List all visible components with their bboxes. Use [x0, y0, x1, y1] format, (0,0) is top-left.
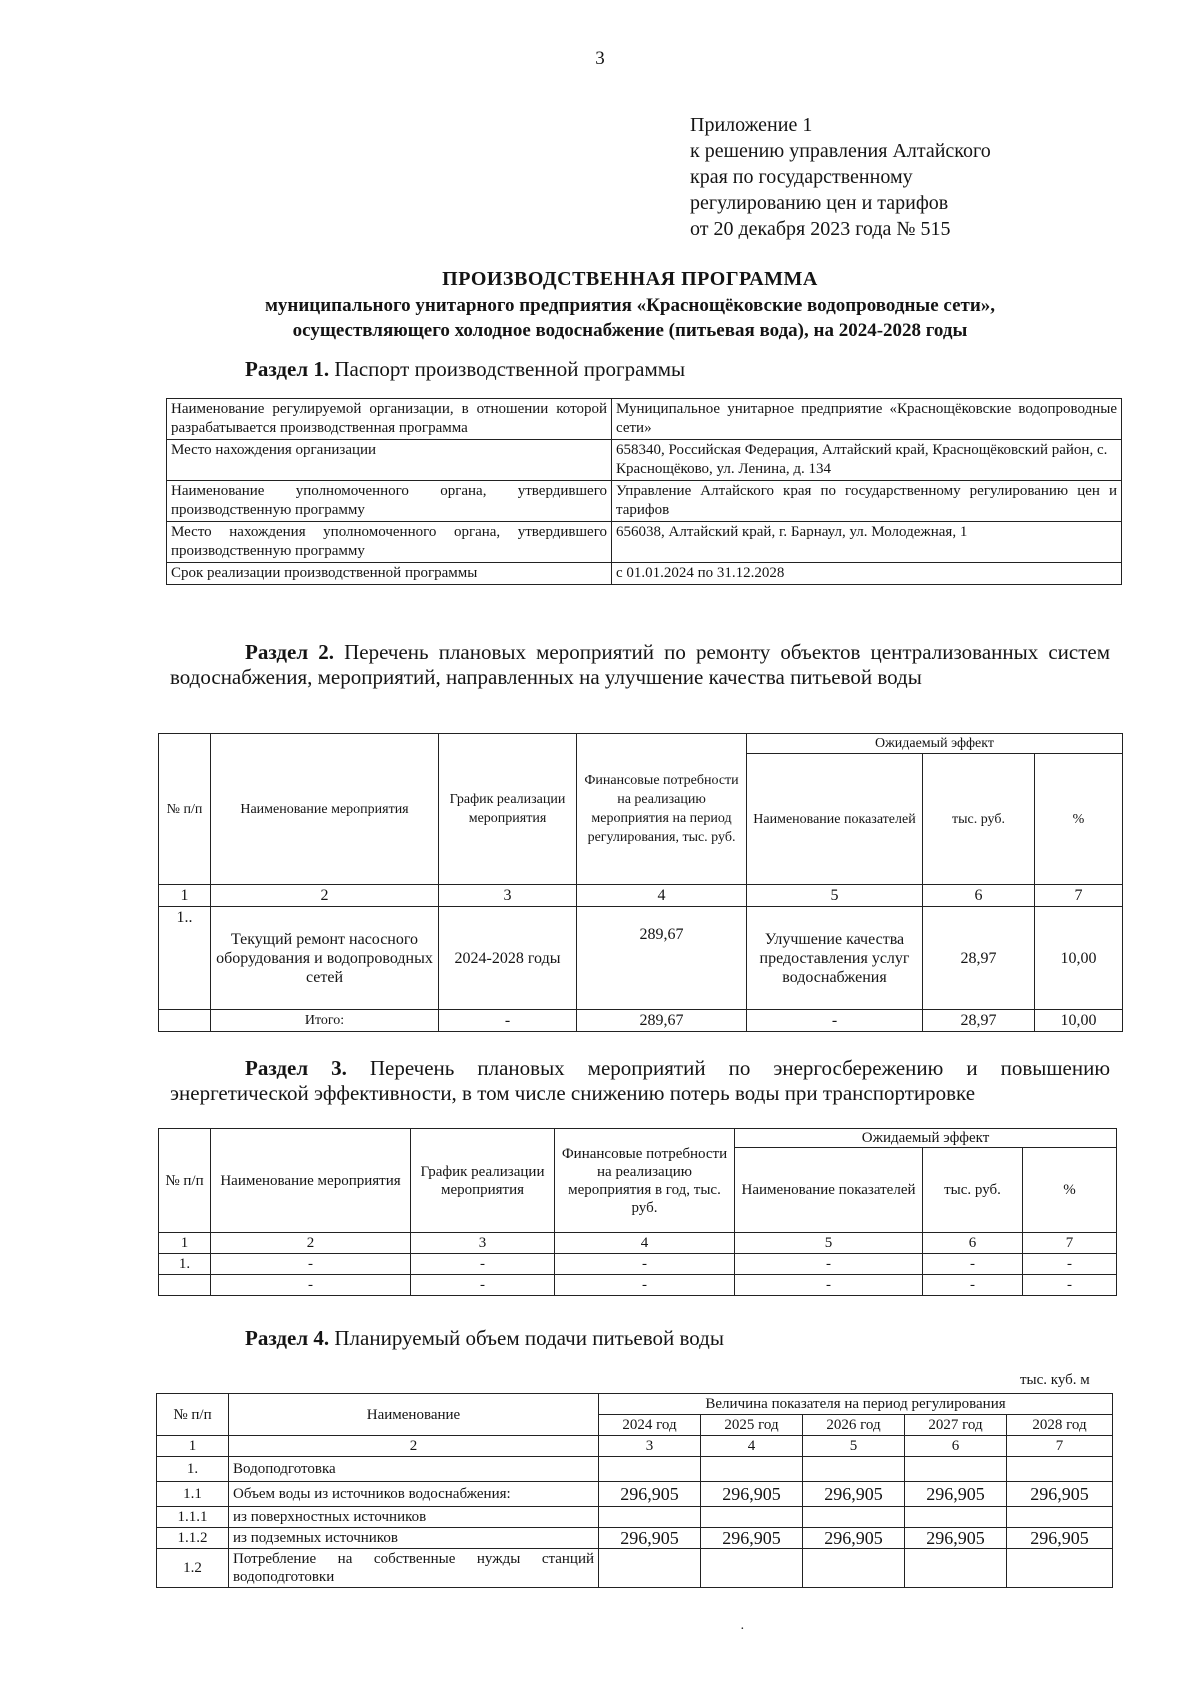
row-value: 296,905 — [701, 1482, 803, 1507]
row-value — [599, 1549, 701, 1588]
row-value — [803, 1549, 905, 1588]
table-header-row — [159, 1129, 1117, 1148]
row-value — [905, 1549, 1007, 1588]
table-cell: - — [211, 1275, 411, 1296]
col-number: 3 — [439, 885, 577, 907]
document-title — [150, 265, 1110, 343]
header-pct: % — [1023, 1148, 1117, 1233]
col-number: 2 — [211, 1233, 411, 1254]
row-value — [1007, 1507, 1113, 1528]
total-num — [159, 1010, 211, 1032]
header-num: № п/п — [159, 734, 211, 885]
table-row — [167, 522, 1122, 563]
table-header-row — [157, 1394, 1113, 1415]
table-cell: - — [1023, 1254, 1117, 1275]
col-number: 2 — [211, 885, 439, 907]
table-cell: - — [555, 1275, 735, 1296]
unit-label: тыс. куб. м — [1020, 1372, 1090, 1388]
row-value — [701, 1457, 803, 1482]
row-value: 296,905 — [701, 1528, 803, 1549]
header-indicator: Наименование показателей — [735, 1148, 923, 1233]
section4-title: Планируемый объем подачи питьевой воды — [334, 1326, 724, 1350]
appendix-line: регулированию цен и тарифов — [690, 192, 949, 214]
header-num: № п/п — [157, 1394, 229, 1436]
column-number-row — [159, 1233, 1117, 1254]
row-value: 296,905 — [599, 1528, 701, 1549]
table-row — [159, 1254, 1117, 1275]
header-effect: Ожидаемый эффект — [735, 1129, 1117, 1148]
col-number: 2 — [229, 1436, 599, 1457]
row-num: 1.. — [159, 907, 211, 1010]
table-cell — [159, 1275, 211, 1296]
title-main: ПРОИЗВОДСТВЕННАЯ ПРОГРАММА — [442, 268, 818, 290]
header-indicator: Наименование показателей — [747, 754, 923, 885]
header-name: Наименование мероприятия — [211, 734, 439, 885]
page-number: 3 — [595, 48, 605, 69]
row-value — [803, 1507, 905, 1528]
row-value — [1007, 1457, 1113, 1482]
table-cell: - — [923, 1275, 1023, 1296]
total-pct: 10,00 — [1035, 1010, 1123, 1032]
total-label: Итого: — [211, 1010, 439, 1032]
table-cell: - — [1023, 1275, 1117, 1296]
table-row — [159, 907, 1123, 1010]
section3-label: Раздел 3. — [245, 1056, 347, 1080]
table-cell: - — [411, 1275, 555, 1296]
col-number: 7 — [1023, 1233, 1117, 1254]
section3-heading — [170, 1056, 1110, 1106]
row-num: 1.1.1 — [157, 1507, 229, 1528]
row-schedule: 2024-2028 годы — [439, 907, 577, 1010]
total-rub: 28,97 — [923, 1010, 1035, 1032]
passport-name: Наименование уполномоченного органа, утвердившего производственную программу — [167, 481, 612, 522]
col-number: 3 — [599, 1436, 701, 1457]
total-schedule: - — [439, 1010, 577, 1032]
passport-name: Наименование регулируемой организации, в отношении которой разрабатывается производственная программа — [167, 399, 612, 440]
passport-name: Место нахождения организации — [167, 440, 612, 481]
table-cell: - — [735, 1254, 923, 1275]
table-row — [157, 1482, 1113, 1507]
row-value: 296,905 — [1007, 1528, 1113, 1549]
passport-value: Муниципальное унитарное предприятие «Краснощёковские водопроводные сети» — [612, 399, 1122, 440]
col-number: 6 — [923, 1233, 1023, 1254]
row-value — [701, 1507, 803, 1528]
column-number-row — [157, 1436, 1113, 1457]
table-cell: - — [211, 1254, 411, 1275]
table-cell: - — [735, 1275, 923, 1296]
table-cell: - — [411, 1254, 555, 1275]
total-row — [159, 1010, 1123, 1032]
col-number: 4 — [701, 1436, 803, 1457]
passport-name: Срок реализации производственной программы — [167, 563, 612, 585]
row-name: Объем воды из источников водоснабжения: — [229, 1482, 599, 1507]
row-pct: 10,00 — [1035, 907, 1123, 1010]
table-header-row — [159, 734, 1123, 754]
section1-title: Паспорт производственной программы — [334, 357, 686, 381]
appendix-block — [690, 112, 991, 242]
section3-table — [158, 1128, 1117, 1296]
row-name: из подземных источников — [229, 1528, 599, 1549]
title-subtitle: осуществляющего холодное водоснабжение (питьевая вода), на 2024-2028 годы — [292, 320, 968, 341]
row-value: 296,905 — [803, 1528, 905, 1549]
header-name: Наименование мероприятия — [211, 1129, 411, 1233]
section1-heading — [245, 357, 685, 382]
table-row — [167, 563, 1122, 585]
table-row — [157, 1507, 1113, 1528]
col-number: 1 — [157, 1436, 229, 1457]
row-value — [599, 1457, 701, 1482]
row-num: 1.1.2 — [157, 1528, 229, 1549]
section4-label: Раздел 4. — [245, 1326, 330, 1350]
row-value — [905, 1507, 1007, 1528]
row-value — [803, 1457, 905, 1482]
row-num: 1.1 — [157, 1482, 229, 1507]
section2-label: Раздел 2. — [245, 640, 334, 664]
row-value — [905, 1457, 1007, 1482]
row-value — [599, 1507, 701, 1528]
row-num: 1.2 — [157, 1549, 229, 1588]
row-value: 296,905 — [803, 1482, 905, 1507]
row-name: Текущий ремонт насосного оборудования и водопроводных сетей — [211, 907, 439, 1010]
row-value: 296,905 — [905, 1482, 1007, 1507]
passport-value: 658340, Российская Федерация, Алтайский край, Краснощёковский район, с. Краснощёково, ул. Ленина, д. 134 — [612, 440, 1122, 481]
header-year: 2027 год — [905, 1415, 1007, 1436]
appendix-line: к решению управления Алтайского — [690, 140, 991, 162]
appendix-line: Приложение 1 — [690, 114, 813, 136]
section2-table — [158, 733, 1123, 1032]
passport-table — [166, 398, 1122, 585]
row-num: 1. — [157, 1457, 229, 1482]
header-num: № п/п — [159, 1129, 211, 1233]
section2-title: Перечень плановых мероприятий по ремонту объектов централизованных систем водоснабжения, мероприятий, направленных на улучшение качества питьевой воды — [170, 640, 1111, 689]
row-value — [701, 1549, 803, 1588]
header-rub: тыс. руб. — [923, 754, 1035, 885]
header-year: 2028 год — [1007, 1415, 1113, 1436]
row-value: 296,905 — [599, 1482, 701, 1507]
header-name: Наименование — [229, 1394, 599, 1436]
table-row — [157, 1549, 1113, 1588]
header-year: 2025 год — [701, 1415, 803, 1436]
header-schedule: График реализации мероприятия — [411, 1129, 555, 1233]
column-number-row — [159, 885, 1123, 907]
passport-value: 656038, Алтайский край, г. Барнаул, ул. Молодежная, 1 — [612, 522, 1122, 563]
col-number: 6 — [923, 885, 1035, 907]
header-period: Величина показателя на период регулирования — [599, 1394, 1113, 1415]
section2-heading — [170, 640, 1110, 690]
header-schedule: График реализации мероприятия — [439, 734, 577, 885]
row-value: 296,905 — [1007, 1482, 1113, 1507]
total-finance: 289,67 — [577, 1010, 747, 1032]
col-number: 7 — [1035, 885, 1123, 907]
col-number: 5 — [747, 885, 923, 907]
col-number: 1 — [159, 885, 211, 907]
table-cell: - — [923, 1254, 1023, 1275]
col-number: 4 — [555, 1233, 735, 1254]
header-finance: Финансовые потребности на реализацию мероприятия на период регулирования, тыс. руб. — [577, 734, 747, 885]
table-row — [157, 1528, 1113, 1549]
table-cell: 1. — [159, 1254, 211, 1275]
table-row — [167, 440, 1122, 481]
header-finance: Финансовые потребности на реализацию мероприятия в год, тыс. руб. — [555, 1129, 735, 1233]
section3-title: Перечень плановых мероприятий по энергосбережению и повышению энергетической эффективности, в том числе снижению потерь воды при транспортировке — [170, 1056, 1111, 1105]
col-number: 1 — [159, 1233, 211, 1254]
header-effect: Ожидаемый эффект — [747, 734, 1123, 754]
header-rub: тыс. руб. — [923, 1148, 1023, 1233]
passport-value: Управление Алтайского края по государственному регулированию цен и тарифов — [612, 481, 1122, 522]
table-row — [167, 481, 1122, 522]
section4-heading — [245, 1326, 724, 1351]
passport-value: с 01.01.2024 по 31.12.2028 — [612, 563, 1122, 585]
table-row — [167, 399, 1122, 440]
col-number: 3 — [411, 1233, 555, 1254]
appendix-line: края по государственному — [690, 166, 913, 188]
row-finance: 289,67 — [577, 907, 747, 1010]
col-number: 5 — [735, 1233, 923, 1254]
header-year: 2024 год — [599, 1415, 701, 1436]
row-value — [1007, 1549, 1113, 1588]
col-number: 6 — [905, 1436, 1007, 1457]
col-number: 4 — [577, 885, 747, 907]
appendix-line: от 20 декабря 2023 года № 515 — [690, 218, 951, 240]
header-year: 2026 год — [803, 1415, 905, 1436]
scan-mark: · — [740, 1622, 745, 1637]
table-row — [159, 1275, 1117, 1296]
header-pct: % — [1035, 754, 1123, 885]
total-indicator: - — [747, 1010, 923, 1032]
table-row — [157, 1457, 1113, 1482]
title-subtitle: муниципального унитарного предприятия «Краснощёковские водопроводные сети», — [264, 295, 996, 316]
passport-name: Место нахождения уполномоченного органа, утвердившего производственную программу — [167, 522, 612, 563]
section1-label: Раздел 1. — [245, 357, 330, 381]
col-number: 7 — [1007, 1436, 1113, 1457]
table-cell: - — [555, 1254, 735, 1275]
row-rub: 28,97 — [923, 907, 1035, 1010]
row-name: Потребление на собственные нужды станций водоподготовки — [229, 1549, 599, 1588]
row-name: из поверхностных источников — [229, 1507, 599, 1528]
col-number: 5 — [803, 1436, 905, 1457]
section4-table — [156, 1393, 1113, 1588]
row-indicator: Улучшение качества предоставления услуг водоснабжения — [747, 907, 923, 1010]
row-value: 296,905 — [905, 1528, 1007, 1549]
row-name: Водоподготовка — [229, 1457, 599, 1482]
